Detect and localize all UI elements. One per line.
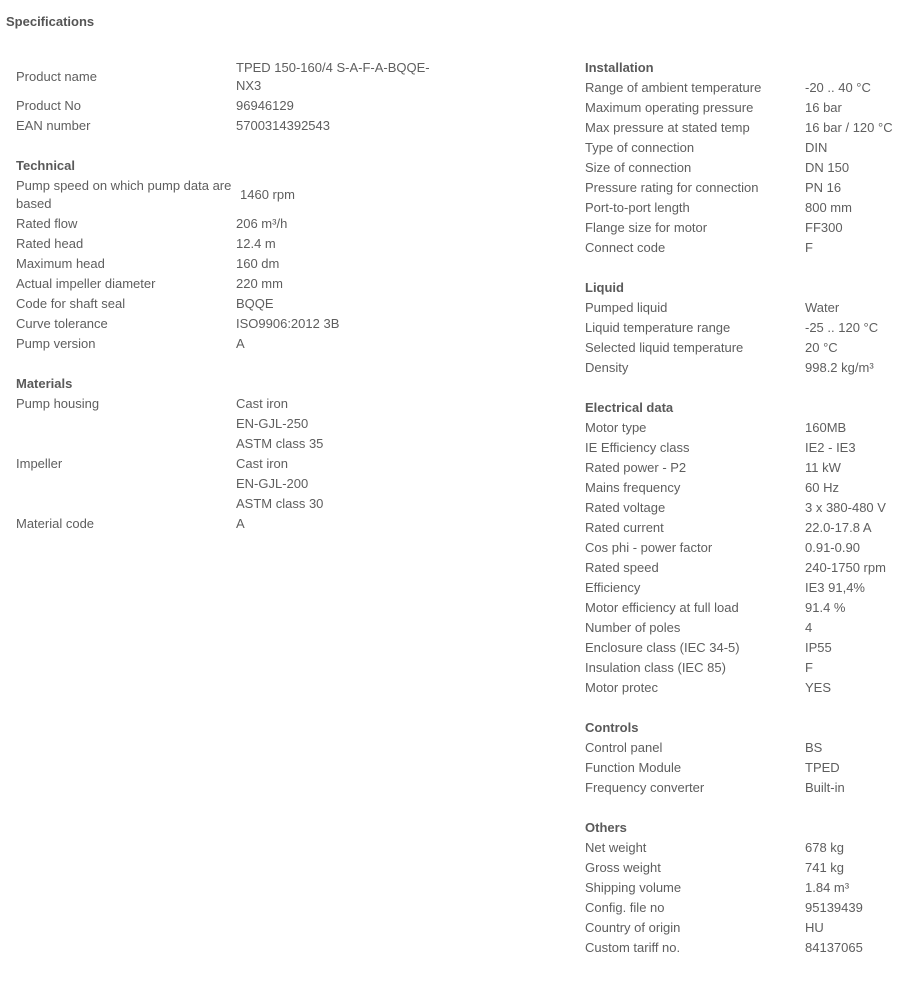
spec-value: 1460 rpm xyxy=(240,187,295,202)
spec-value: 0.91-0.90 xyxy=(805,540,860,555)
spec-value: DIN xyxy=(805,140,828,155)
spec-value: 60 Hz xyxy=(805,480,839,495)
spec-section-general xyxy=(16,58,456,136)
spec-value: BS xyxy=(805,740,823,755)
spec-row xyxy=(585,738,915,758)
spec-label: Cos phi - power factor xyxy=(585,540,713,555)
spec-row xyxy=(585,878,915,898)
spec-label: Shipping volume xyxy=(585,880,682,895)
spec-value: -25 .. 120 °C xyxy=(805,320,879,335)
spec-value xyxy=(236,454,456,514)
spec-section-materials xyxy=(16,374,456,534)
spec-label: Impeller xyxy=(16,456,63,471)
spec-value: IE3 91,4% xyxy=(805,580,865,595)
spec-value: 1.84 m³ xyxy=(805,880,850,895)
spec-row xyxy=(585,838,915,858)
spec-row xyxy=(585,898,915,918)
spec-label: Efficiency xyxy=(585,580,641,595)
spec-value: FF300 xyxy=(805,220,843,235)
left-spec-column xyxy=(16,58,456,554)
spec-row xyxy=(16,274,456,294)
spec-row xyxy=(16,294,456,314)
spec-row xyxy=(585,498,915,518)
spec-row xyxy=(16,394,456,454)
spec-value: A xyxy=(236,336,245,351)
spec-label: Rated voltage xyxy=(585,500,666,515)
spec-label: Curve tolerance xyxy=(16,316,108,331)
spec-row xyxy=(585,858,915,878)
spec-label: Motor protec xyxy=(585,680,658,695)
spec-row xyxy=(585,98,915,118)
spec-label: Pressure rating for connection xyxy=(585,180,759,195)
spec-section-controls xyxy=(585,718,915,798)
spec-label: Country of origin xyxy=(585,920,681,935)
spec-row xyxy=(585,118,915,138)
section-title: Liquid xyxy=(585,280,624,295)
spec-label: Mains frequency xyxy=(585,480,681,495)
spec-value: 206 m³/h xyxy=(236,216,288,231)
spec-label: Rated head xyxy=(16,236,84,251)
spec-value: TPED 150-160/4 S-A-F-A-BQQE-NX3 xyxy=(236,60,430,93)
spec-value: 11 kW xyxy=(805,460,841,475)
spec-row xyxy=(585,438,915,458)
spec-value: DN 150 xyxy=(805,160,850,175)
spec-value: ISO9906:2012 3B xyxy=(236,316,340,331)
spec-value: 84137065 xyxy=(805,940,863,955)
spec-row xyxy=(585,518,915,538)
spec-row xyxy=(585,558,915,578)
spec-label: Config. file no xyxy=(585,900,665,915)
section-title: Installation xyxy=(585,60,654,75)
spec-label: Rated current xyxy=(585,520,664,535)
spec-label: Actual impeller diameter xyxy=(16,276,156,291)
spec-section-installation xyxy=(585,58,915,258)
spec-value: 998.2 kg/m³ xyxy=(805,360,874,375)
section-title: Electrical data xyxy=(585,400,674,415)
spec-value: Water xyxy=(805,300,840,315)
spec-row xyxy=(585,358,915,378)
spec-value xyxy=(236,394,456,454)
spec-row xyxy=(585,778,915,798)
spec-label: Liquid temperature range xyxy=(585,320,731,335)
spec-section-electrical-data xyxy=(585,398,915,698)
spec-label: Flange size for motor xyxy=(585,220,708,235)
spec-row xyxy=(585,678,915,698)
spec-label: Custom tariff no. xyxy=(585,940,681,955)
spec-label: Density xyxy=(585,360,629,375)
spec-value-line: ASTM class 30 xyxy=(236,496,324,511)
spec-value: 160MB xyxy=(805,420,847,435)
spec-value: F xyxy=(805,660,813,675)
spec-label: Rated speed xyxy=(585,560,659,575)
spec-row xyxy=(585,298,915,318)
spec-row xyxy=(585,458,915,478)
spec-row xyxy=(585,338,915,358)
spec-value-line: Cast iron xyxy=(236,456,289,471)
spec-value: 91.4 % xyxy=(805,600,846,615)
spec-value: 4 xyxy=(805,620,813,635)
spec-label: Port-to-port length xyxy=(585,200,690,215)
spec-label: Enclosure class (IEC 34-5) xyxy=(585,640,740,655)
spec-label: Rated flow xyxy=(16,216,78,231)
spec-row xyxy=(585,918,915,938)
spec-label: Pumped liquid xyxy=(585,300,668,315)
spec-label: Function Module xyxy=(585,760,682,775)
spec-value: BQQE xyxy=(236,296,274,311)
right-spec-column xyxy=(585,58,915,978)
spec-row xyxy=(585,78,915,98)
spec-label: Type of connection xyxy=(585,140,695,155)
spec-value-line: ASTM class 35 xyxy=(236,436,324,451)
spec-value: PN 16 xyxy=(805,180,842,195)
spec-row xyxy=(16,176,456,214)
spec-label: Product No xyxy=(16,98,82,113)
spec-section-technical xyxy=(16,156,456,354)
spec-label: Pump speed on which pump data are based xyxy=(16,178,232,211)
spec-label: Frequency converter xyxy=(585,780,705,795)
spec-value: HU xyxy=(805,920,824,935)
spec-row xyxy=(16,214,456,234)
spec-value: 741 kg xyxy=(805,860,845,875)
spec-label: Range of ambient temperature xyxy=(585,80,762,95)
spec-value: 220 mm xyxy=(236,276,283,291)
spec-label: Control panel xyxy=(585,740,663,755)
spec-value: F xyxy=(805,240,813,255)
spec-label: Selected liquid temperature xyxy=(585,340,744,355)
spec-value: 96946129 xyxy=(236,98,294,113)
spec-label: Pump housing xyxy=(16,396,100,411)
spec-row xyxy=(585,238,915,258)
spec-row xyxy=(16,454,456,514)
spec-label: Motor efficiency at full load xyxy=(585,600,739,615)
spec-value: IE2 - IE3 xyxy=(805,440,856,455)
spec-value: 240-1750 rpm xyxy=(805,560,886,575)
spec-label: Product name xyxy=(16,69,97,84)
spec-row xyxy=(585,318,915,338)
spec-value-line: EN-GJL-200 xyxy=(236,476,309,491)
spec-row xyxy=(16,314,456,334)
spec-row xyxy=(585,478,915,498)
spec-label: Material code xyxy=(16,516,95,531)
spec-row xyxy=(585,758,915,778)
spec-row xyxy=(16,254,456,274)
spec-label: Max pressure at stated temp xyxy=(585,120,750,135)
spec-row xyxy=(585,418,915,438)
spec-value: 800 mm xyxy=(805,200,852,215)
section-title: Materials xyxy=(16,376,73,391)
section-title: Controls xyxy=(585,720,639,735)
spec-row xyxy=(16,514,456,534)
spec-value: 12.4 m xyxy=(236,236,276,251)
spec-value: YES xyxy=(805,680,832,695)
spec-row xyxy=(585,218,915,238)
spec-label: Net weight xyxy=(585,840,647,855)
spec-row xyxy=(585,138,915,158)
spec-section-liquid xyxy=(585,278,915,378)
spec-row xyxy=(585,578,915,598)
spec-value: 16 bar / 120 °C xyxy=(805,120,893,135)
spec-row xyxy=(585,538,915,558)
spec-label: Rated power - P2 xyxy=(585,460,687,475)
spec-label: Pump version xyxy=(16,336,96,351)
spec-value: IP55 xyxy=(805,640,832,655)
spec-value: 95139439 xyxy=(805,900,863,915)
spec-row xyxy=(585,618,915,638)
spec-row xyxy=(16,58,456,96)
spec-value: -20 .. 40 °C xyxy=(805,80,871,95)
spec-label: Insulation class (IEC 85) xyxy=(585,660,726,675)
spec-label: Size of connection xyxy=(585,160,692,175)
spec-row xyxy=(585,598,915,618)
spec-row xyxy=(585,938,915,958)
spec-value: A xyxy=(236,516,245,531)
spec-row xyxy=(585,178,915,198)
spec-label: Code for shaft seal xyxy=(16,296,126,311)
spec-value: 5700314392543 xyxy=(236,118,330,133)
spec-value: Built-in xyxy=(805,780,845,795)
spec-label: Maximum operating pressure xyxy=(585,100,754,115)
spec-value-line: Cast iron xyxy=(236,396,289,411)
spec-value: TPED xyxy=(805,760,840,775)
section-title: Others xyxy=(585,820,627,835)
spec-row xyxy=(16,334,456,354)
spec-row xyxy=(16,116,456,136)
spec-value: 16 bar xyxy=(805,100,842,115)
spec-section-others xyxy=(585,818,915,958)
spec-label: Number of poles xyxy=(585,620,681,635)
page-title: Specifications xyxy=(6,14,95,29)
spec-row xyxy=(585,638,915,658)
spec-row xyxy=(585,658,915,678)
spec-label: Gross weight xyxy=(585,860,661,875)
spec-row xyxy=(585,198,915,218)
spec-value: 20 °C xyxy=(805,340,838,355)
spec-value: 3 x 380-480 V xyxy=(805,500,886,515)
spec-label: EAN number xyxy=(16,118,91,133)
spec-label: Connect code xyxy=(585,240,666,255)
spec-label: Maximum head xyxy=(16,256,105,271)
spec-value-line: EN-GJL-250 xyxy=(236,416,309,431)
spec-value: 678 kg xyxy=(805,840,845,855)
spec-label: IE Efficiency class xyxy=(585,440,690,455)
spec-row xyxy=(16,234,456,254)
spec-value: 22.0-17.8 A xyxy=(805,520,872,535)
spec-value: 160 dm xyxy=(236,256,280,271)
spec-row xyxy=(585,158,915,178)
spec-row xyxy=(16,96,456,116)
spec-label: Motor type xyxy=(585,420,647,435)
section-title: Technical xyxy=(16,158,76,173)
